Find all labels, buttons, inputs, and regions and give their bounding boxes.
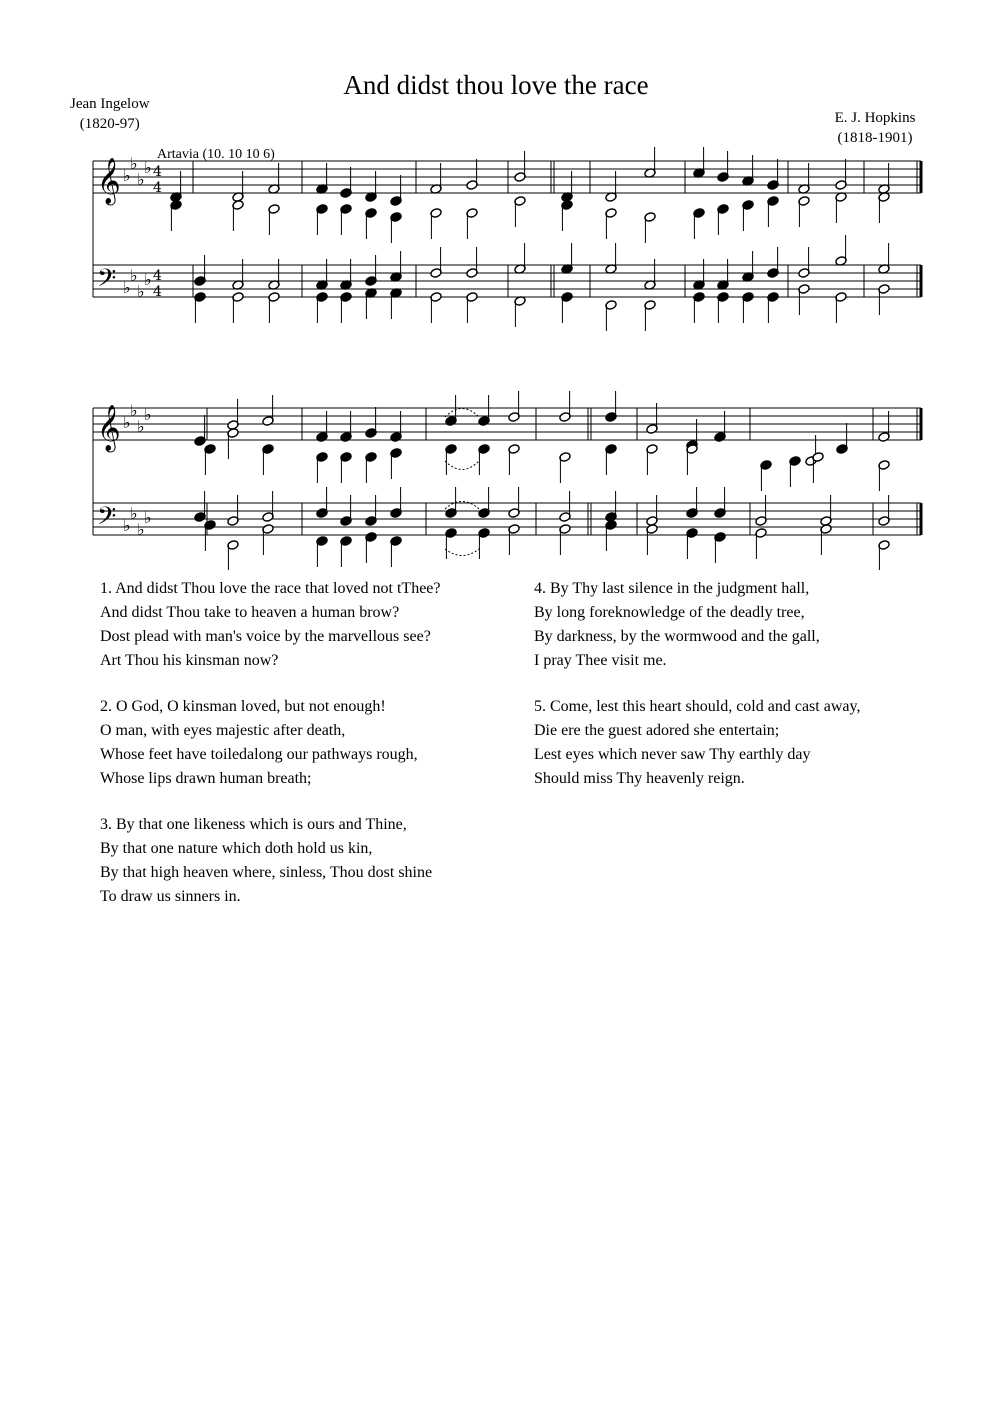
music-score (0, 0, 992, 570)
treble-clef: 𝄞 (97, 405, 121, 451)
verse-line: 4. By Thy last silence in the judgment hall, (534, 580, 810, 597)
verse-line: 2. O God, O kinsman loved, but not enough! (100, 698, 386, 715)
verse (534, 577, 860, 673)
verse-line: By that high heaven where, sinless, Thou dost shine (100, 864, 433, 881)
flat-sign: ♭ (144, 270, 152, 289)
flat-sign: ♭ (123, 166, 131, 185)
verse (100, 695, 441, 791)
time-signature: 4 (153, 164, 162, 180)
flat-sign: ♭ (130, 154, 138, 173)
fermata (445, 549, 479, 556)
flat-sign: ♭ (130, 266, 138, 285)
verse-line: Should miss Thy heavenly reign. (534, 770, 745, 787)
flat-sign: ♭ (123, 278, 131, 297)
flat-sign: ♭ (137, 170, 145, 189)
verse-line: Lest eyes which never saw Thy earthly day (534, 746, 811, 763)
flat-sign: ♭ (144, 158, 152, 177)
verse-line: 5. Come, lest this heart should, cold and cast away, (534, 698, 861, 715)
time-signature: 4 (153, 180, 162, 196)
verse (100, 813, 441, 909)
composer-name: E. J. Hopkins (834, 110, 916, 126)
tune-name: Artavia (10. 10 10 6) (157, 147, 275, 162)
author-name: Jean Ingelow (70, 96, 150, 112)
flat-sign: ♭ (130, 401, 138, 420)
verse-line: Whose lips drawn human breath; (100, 770, 312, 787)
composer-dates: (1818-1901) (837, 130, 913, 146)
verse-line: 1. And didst Thou love the race that loved not tThee? (100, 580, 441, 597)
verse-line: Art Thou his kinsman now? (100, 652, 279, 669)
author-dates: (1820-97) (79, 116, 140, 132)
flat-sign: ♭ (137, 520, 145, 539)
verse-line: By long foreknowledge of the deadly tree, (534, 604, 805, 621)
verse-line: Whose feet have toiledalong our pathways rough, (100, 746, 418, 763)
verse-line: By that one nature which doth hold us kin, (100, 840, 373, 857)
verse-line: 3. By that one likeness which is ours and Thine, (100, 816, 407, 833)
verse-line: Die ere the guest adored she entertain; (534, 722, 780, 739)
hymn-title: And didst thou love the race (343, 70, 649, 100)
verse-line: By darkness, by the wormwood and the gall, (534, 628, 820, 645)
flat-sign: ♭ (137, 417, 145, 436)
flat-sign: ♭ (130, 504, 138, 523)
verse-line: Dost plead with man's voice by the marvellous see? (100, 628, 431, 645)
flat-sign: ♭ (123, 516, 131, 535)
verse-line: And didst Thou take to heaven a human brow? (100, 604, 400, 621)
verses-right-column (534, 577, 860, 813)
fermata (445, 461, 479, 470)
bass-clef: 𝄢 (97, 264, 117, 299)
verse-line: O man, with eyes majestic after death, (100, 722, 346, 739)
verse-line: To draw us sinners in. (100, 888, 241, 905)
verses-left-column (100, 577, 441, 931)
flat-sign: ♭ (137, 282, 145, 301)
verse-line: I pray Thee visit me. (534, 652, 667, 669)
time-signature: 4 (153, 268, 162, 284)
flat-sign: ♭ (144, 508, 152, 527)
verse (534, 695, 860, 791)
time-signature: 4 (153, 284, 162, 300)
bass-clef: 𝄢 (97, 502, 117, 537)
treble-clef: 𝄞 (97, 158, 121, 204)
verse (100, 577, 441, 673)
flat-sign: ♭ (123, 413, 131, 432)
flat-sign: ♭ (144, 405, 152, 424)
